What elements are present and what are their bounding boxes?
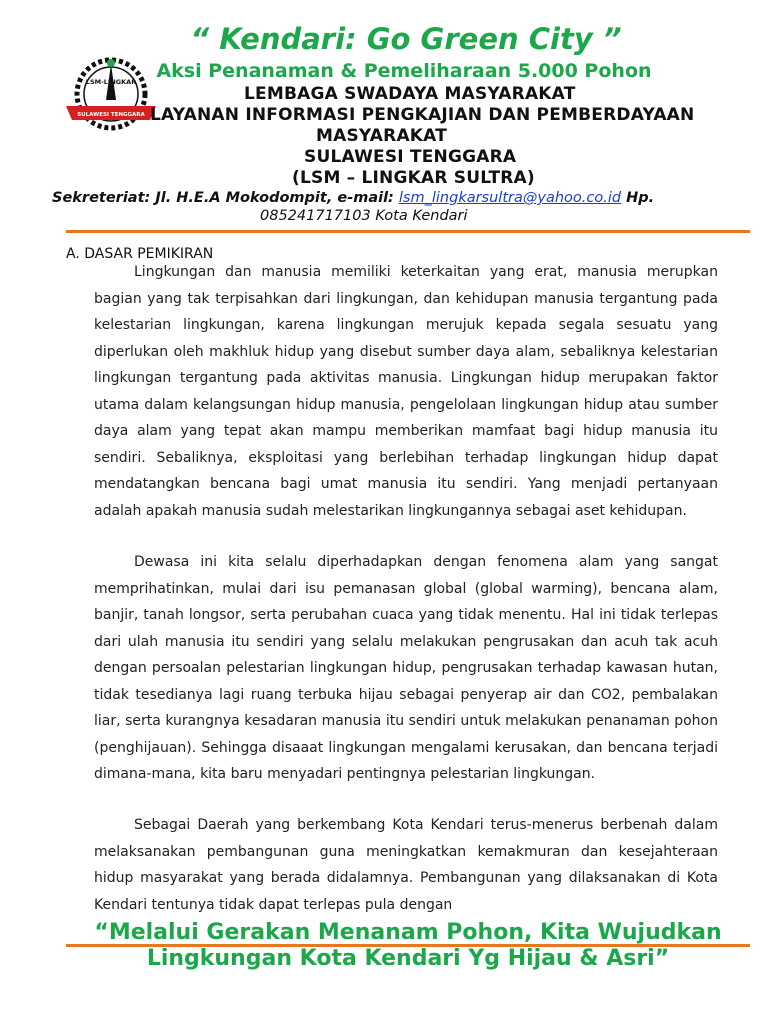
header-divider (66, 230, 750, 233)
logo-bottom-text: SULAWESI TENGGARA (77, 112, 145, 118)
logo-top-text: LSM-LINGKAR (85, 78, 137, 86)
secretariat-line (52, 190, 654, 206)
secretariat-phone: 085241717103 Kota Kendari (260, 208, 468, 224)
paragraph-2: Dewasa ini kita selalu diperhadapkan dengan fenomena alam yang sangat memprihatinkan, mulai dari isu pemanasan global (global warming), bencana alam, banjir, tanah longsor, serta perubahan cuaca yang tidak menentu. Hal ini tidak terlepas dari ulah manusia itu sendiri yang selalu melakukan pengrusakan dan acuh tak acuh dengan persoalan pelestarian lingkungan hidup, pengrusakan terhadap kawasan hutan, tidak tesedianya lagi ruang terbuka hijau sebagai penyerap air dan CO2, pembalakan liar, serta kurangnya kesadaran manusia itu sendiri untuk melakukan penanaman pohon (penghijauan). Sehingga disaaat lingkungan mengalami kerusakan, dan bencana terjadi dimana-mana, kita baru menyadari pentingnya pelestarian lingkungan. (94, 554, 718, 782)
org-line-1: LEMBAGA SWADAYA MASYARAKAT (244, 84, 576, 104)
email-link[interactable]: lsm_lingkarsultra@yahoo.co.id (398, 190, 622, 206)
document-subtitle: Aksi Penanaman & Pemeliharaan 5.000 Pohon (156, 60, 652, 82)
org-line-3: MASYARAKAT (316, 126, 448, 146)
org-line-4: SULAWESI TENGGARA (304, 147, 517, 167)
section-heading: A. DASAR PEMIKIRAN (66, 246, 214, 262)
secretariat-address: Sekreteriat: Jl. H.E.A Mokodompit, e-mail: (52, 190, 399, 206)
document-title: “ Kendari: Go Green City ” (190, 22, 622, 56)
paragraph-1: Lingkungan dan manusia memiliki keterkaitan yang erat, manusia merupkan bagian yang tak terpisahkan dari lingkungan, dan kehidupan manusia tergantung pada kelestarian lingkungan, karena lingkungan merujuk kepada segala sesuatu yang diperlukan oleh makhluk hidup yang disebut sumber daya alam, sebaliknya kelestarian lingkungan tergantung pada aktivitas manusia. Lingkungan hidup merupakan faktor utama dalam kelangsungan hidup manusia, pengelolaan lingkungan hidup atau sumber daya alam yang tepat akan mampu memberikan mamfaat bagi hidup manusia itu sendiri. Sebaliknya, eksploitasi yang berlebihan terhadap lingkungan hidup dapat mendatangkan bencana bagi umat manusia itu sendiri. Yang menjadi pertanyaan adalah apakah manusia sudah melestarikan lingkungannya sebagai aset kehidupan. (94, 264, 718, 519)
logo-flame-icon (107, 59, 115, 67)
lsm-logo (62, 50, 160, 140)
org-line-2: LAYANAN INFORMASI PENGKAJIAN DAN PEMBERDAYAAN (150, 105, 695, 125)
org-line-5: (LSM – LINGKAR SULTRA) (292, 168, 535, 188)
paragraph-3: Sebagai Daerah yang berkembang Kota Kendari terus-menerus berbenah dalam melaksanakan pembangunan guna meningkatkan kemakmuran dan kesejahteraan hidup masyarakat yang berada didalamnya. Pembangunan yang dilaksanakan di Kota Kendari tentunya tidak dapat terlepas pula dengan (94, 817, 718, 913)
secretariat-hp: Hp. (621, 190, 655, 206)
footer-slogan: “Melalui Gerakan Menanam Pohon, Kita Wujudkan Lingkungan Kota Kendari Yg Hijau & Asri” (94, 920, 722, 971)
